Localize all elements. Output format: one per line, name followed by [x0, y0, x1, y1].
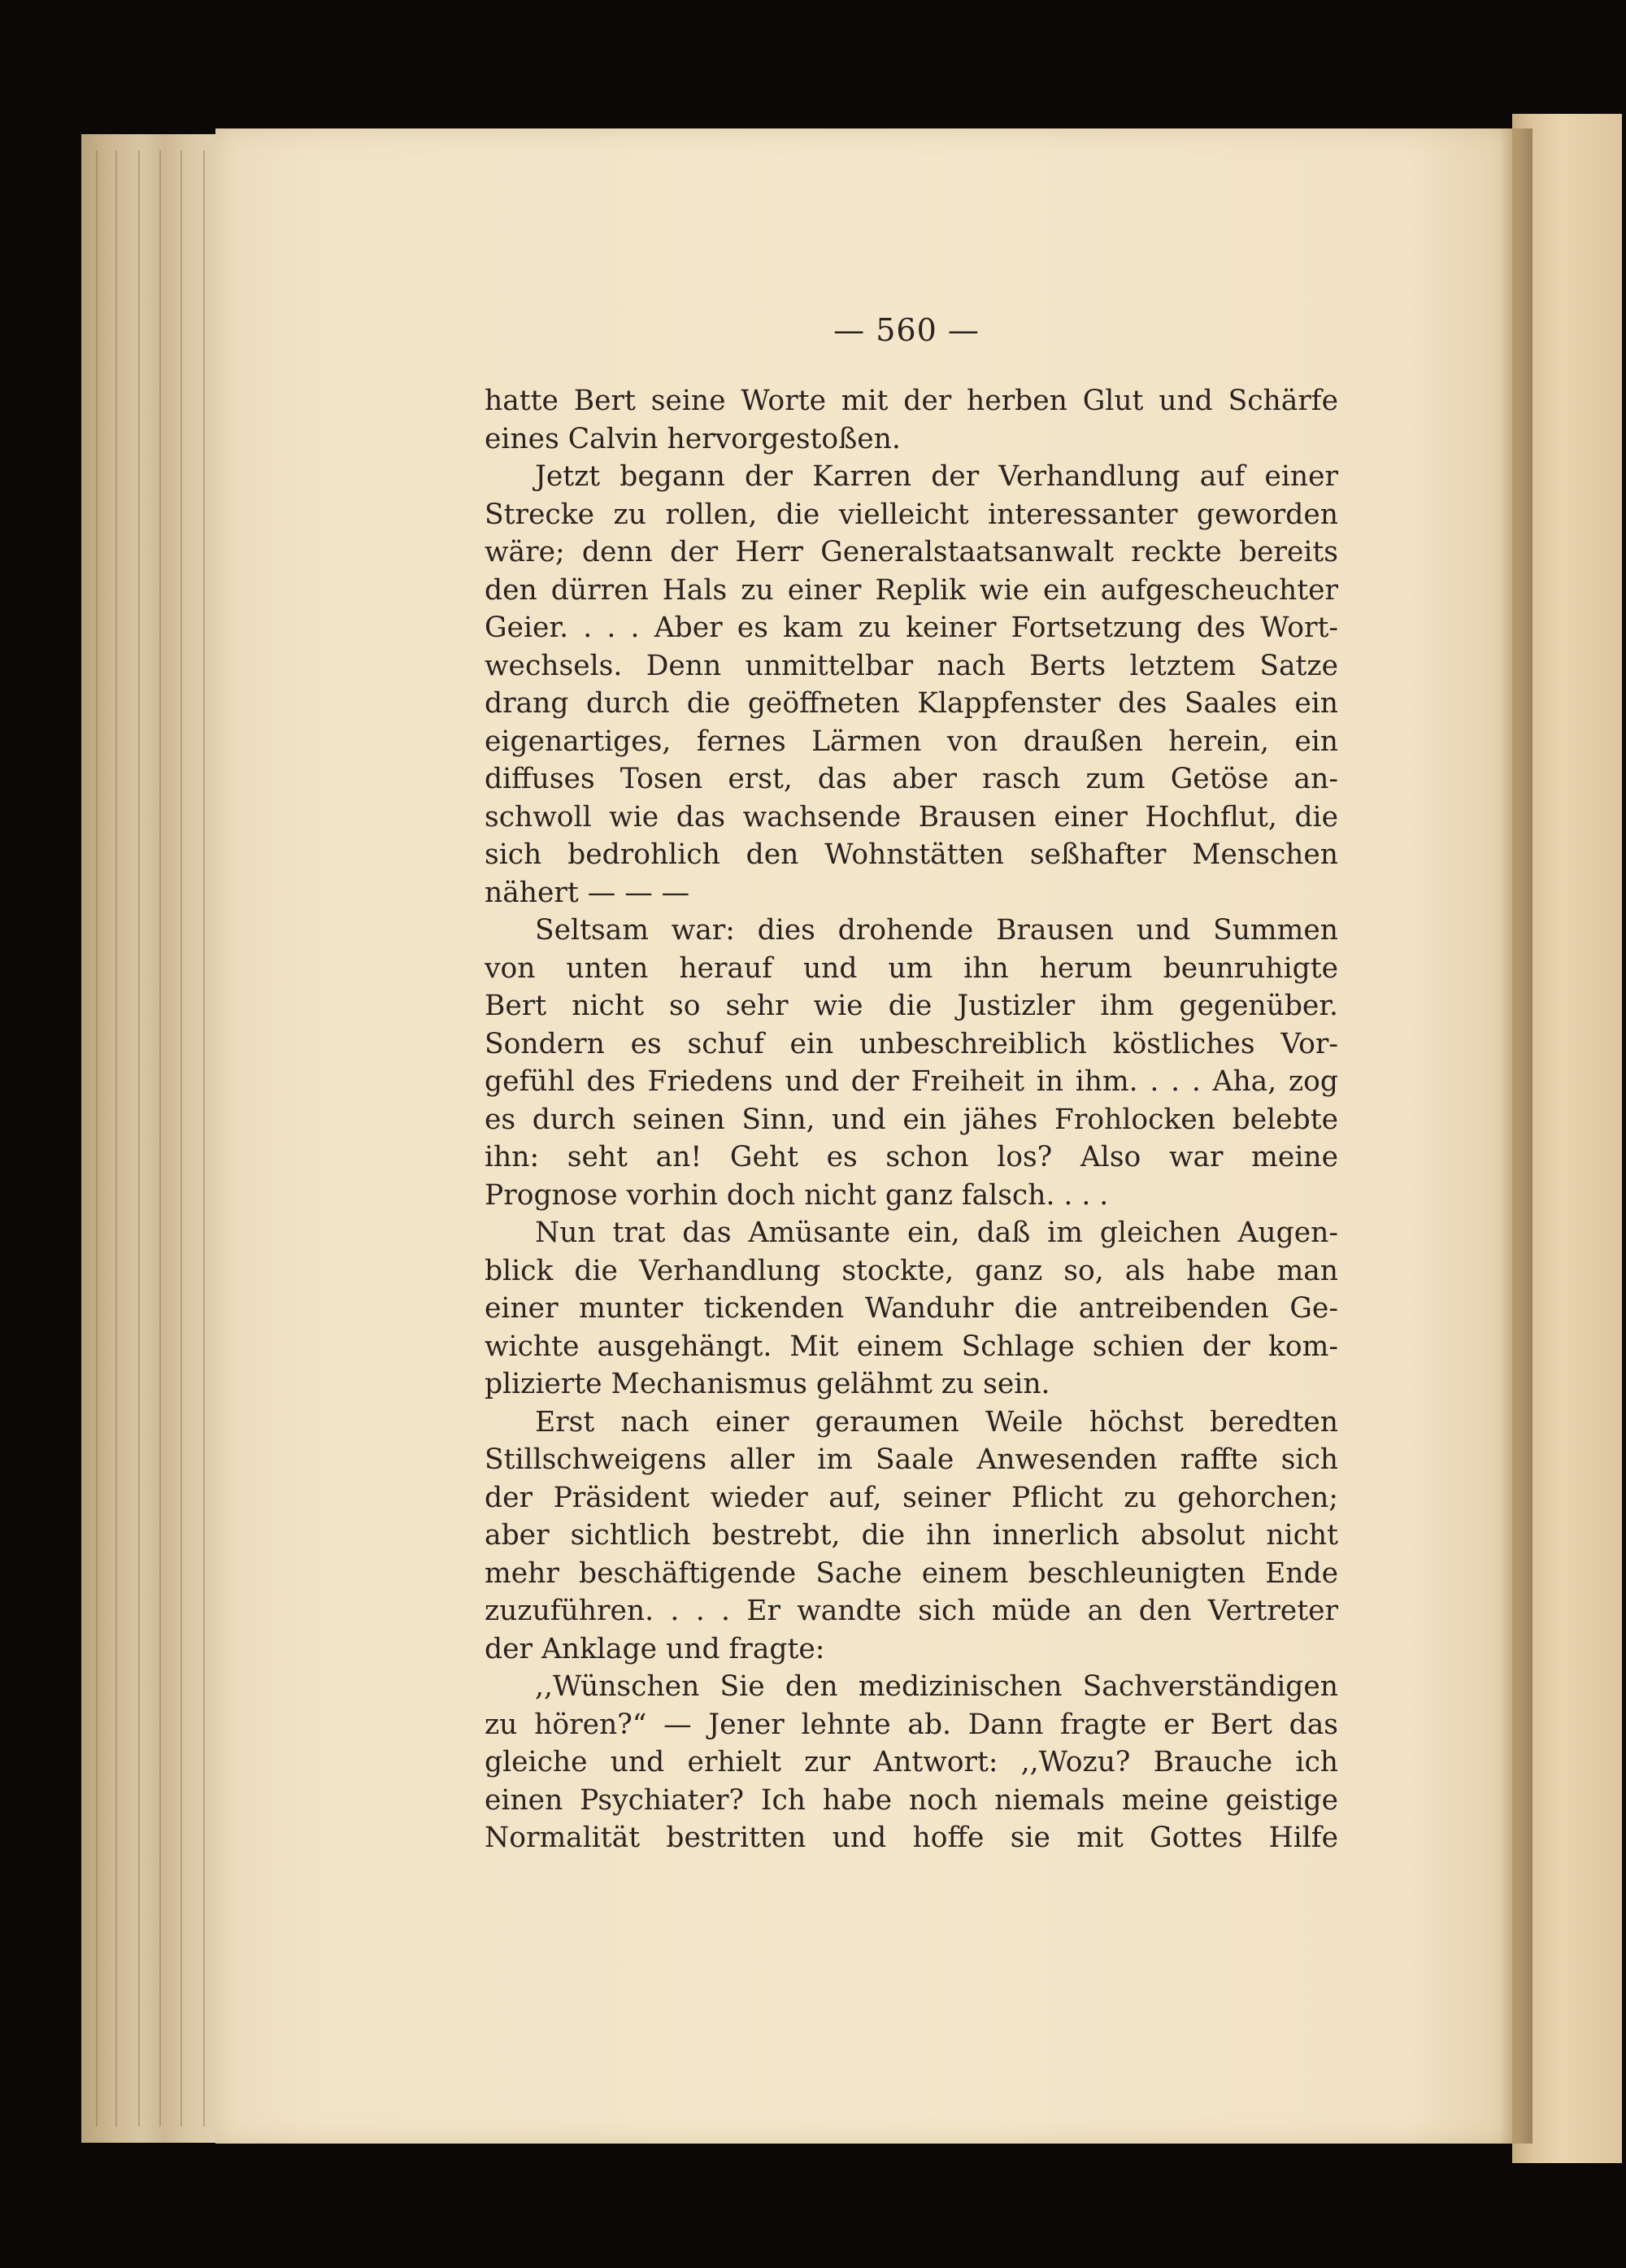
- text-line: wichte ausgehängt. Mit einem Schlage schien der kom-: [485, 1330, 1338, 1363]
- text-line: aber sichtlich bestrebt, die ihn innerlich absolut nicht: [485, 1519, 1338, 1552]
- text-line: der Präsident wieder auf, seiner Pflicht zu gehorchen;: [485, 1481, 1338, 1514]
- text-line: drang durch die geöffneten Klappfenster des Saales ein: [485, 687, 1338, 720]
- text-line: Jetzt begann der Karren der Verhandlung auf einer: [535, 460, 1338, 493]
- text-line: ihn: seht an! Geht es schon los? Also war meine: [485, 1141, 1338, 1173]
- text-line: wechsels. Denn unmittelbar nach Berts letztem Satze: [485, 649, 1338, 682]
- text-line: hatte Bert seine Worte mit der herben Glut und Schärfe: [485, 385, 1338, 417]
- text-line: wäre; denn der Herr Generalstaatsanwalt reckte bereits: [485, 536, 1338, 568]
- gutter-shadow: [1500, 128, 1533, 2144]
- text-line: Sondern es schuf ein unbeschreiblich köstliches Vor-: [485, 1027, 1338, 1060]
- book-page-edges: [81, 134, 232, 2143]
- text-line: zu hören?“ — Jener lehnte ab. Dann fragte er Bert das: [485, 1708, 1338, 1741]
- text-line: der Anklage und fragte:: [485, 1632, 825, 1665]
- text-line: plizierte Mechanismus gelähmt zu sein.: [485, 1368, 1050, 1400]
- text-line: es durch seinen Sinn, und ein jähes Frohlocken belebte: [485, 1103, 1338, 1136]
- text-line: ,,Wünschen Sie den medizinischen Sachverständigen: [535, 1670, 1338, 1703]
- text-line: schwoll wie das wachsende Brausen einer Hochflut, die: [485, 800, 1338, 834]
- text-line: Seltsam war: dies drohende Brausen und Summen: [535, 914, 1338, 947]
- text-line: einen Psychiater? Ich habe noch niemals meine geistige: [485, 1783, 1338, 1817]
- text-line: nähert — — —: [485, 876, 690, 909]
- text-line: eigenartiges, fernes Lärmen von draußen herein, ein: [485, 725, 1338, 758]
- text-line: Nun trat das Amüsante ein, daß im gleichen Augen-: [535, 1217, 1338, 1249]
- text-line: eines Calvin hervorgestoßen.: [485, 422, 901, 455]
- text-line: blick die Verhandlung stockte, ganz so, als habe man: [485, 1254, 1338, 1287]
- text-line: Stillschweigens aller im Saale Anwesenden raffte sich: [485, 1443, 1338, 1476]
- text-line: den dürren Hals zu einer Replik wie ein aufgescheuchter: [485, 573, 1338, 607]
- text-line: gleiche und erhielt zur Antwort: ,,Wozu? Brauche ich: [485, 1746, 1338, 1778]
- text-line: Geier. . . . Aber es kam zu keiner Fortsetzung des Wort-: [485, 612, 1338, 644]
- page-text: [485, 382, 1338, 1857]
- text-line: Strecke zu rollen, die vielleicht interessanter geworden: [485, 498, 1338, 531]
- text-line: einer munter tickenden Wanduhr die antreibenden Ge-: [485, 1292, 1338, 1325]
- text-line: Bert nicht so sehr wie die Justizler ihm gegenüber.: [485, 990, 1338, 1022]
- page-number: — 560 —: [833, 312, 980, 348]
- text-line: sich bedrohlich den Wohnstätten seßhafter Menschen: [485, 838, 1338, 871]
- text-line: Normalität bestritten und hoffe sie mit Gottes Hilfe: [485, 1822, 1338, 1854]
- text-line: mehr beschäftigende Sache einem beschleunigten Ende: [485, 1556, 1338, 1590]
- text-line: gefühl des Friedens und der Freiheit in ihm. . . . Aha, zog: [485, 1065, 1338, 1098]
- text-line: Erst nach einer geraumen Weile höchst beredten: [535, 1405, 1338, 1439]
- text-line: zuzuführen. . . . Er wandte sich müde an den Vertreter: [485, 1595, 1338, 1627]
- text-line: diffuses Tosen erst, das aber rasch zum Getöse an-: [485, 763, 1338, 795]
- text-line: Prognose vorhin doch nicht ganz falsch. . . .: [485, 1178, 1109, 1212]
- text-line: von unten herauf und um ihn herum beunruhigte: [485, 951, 1338, 985]
